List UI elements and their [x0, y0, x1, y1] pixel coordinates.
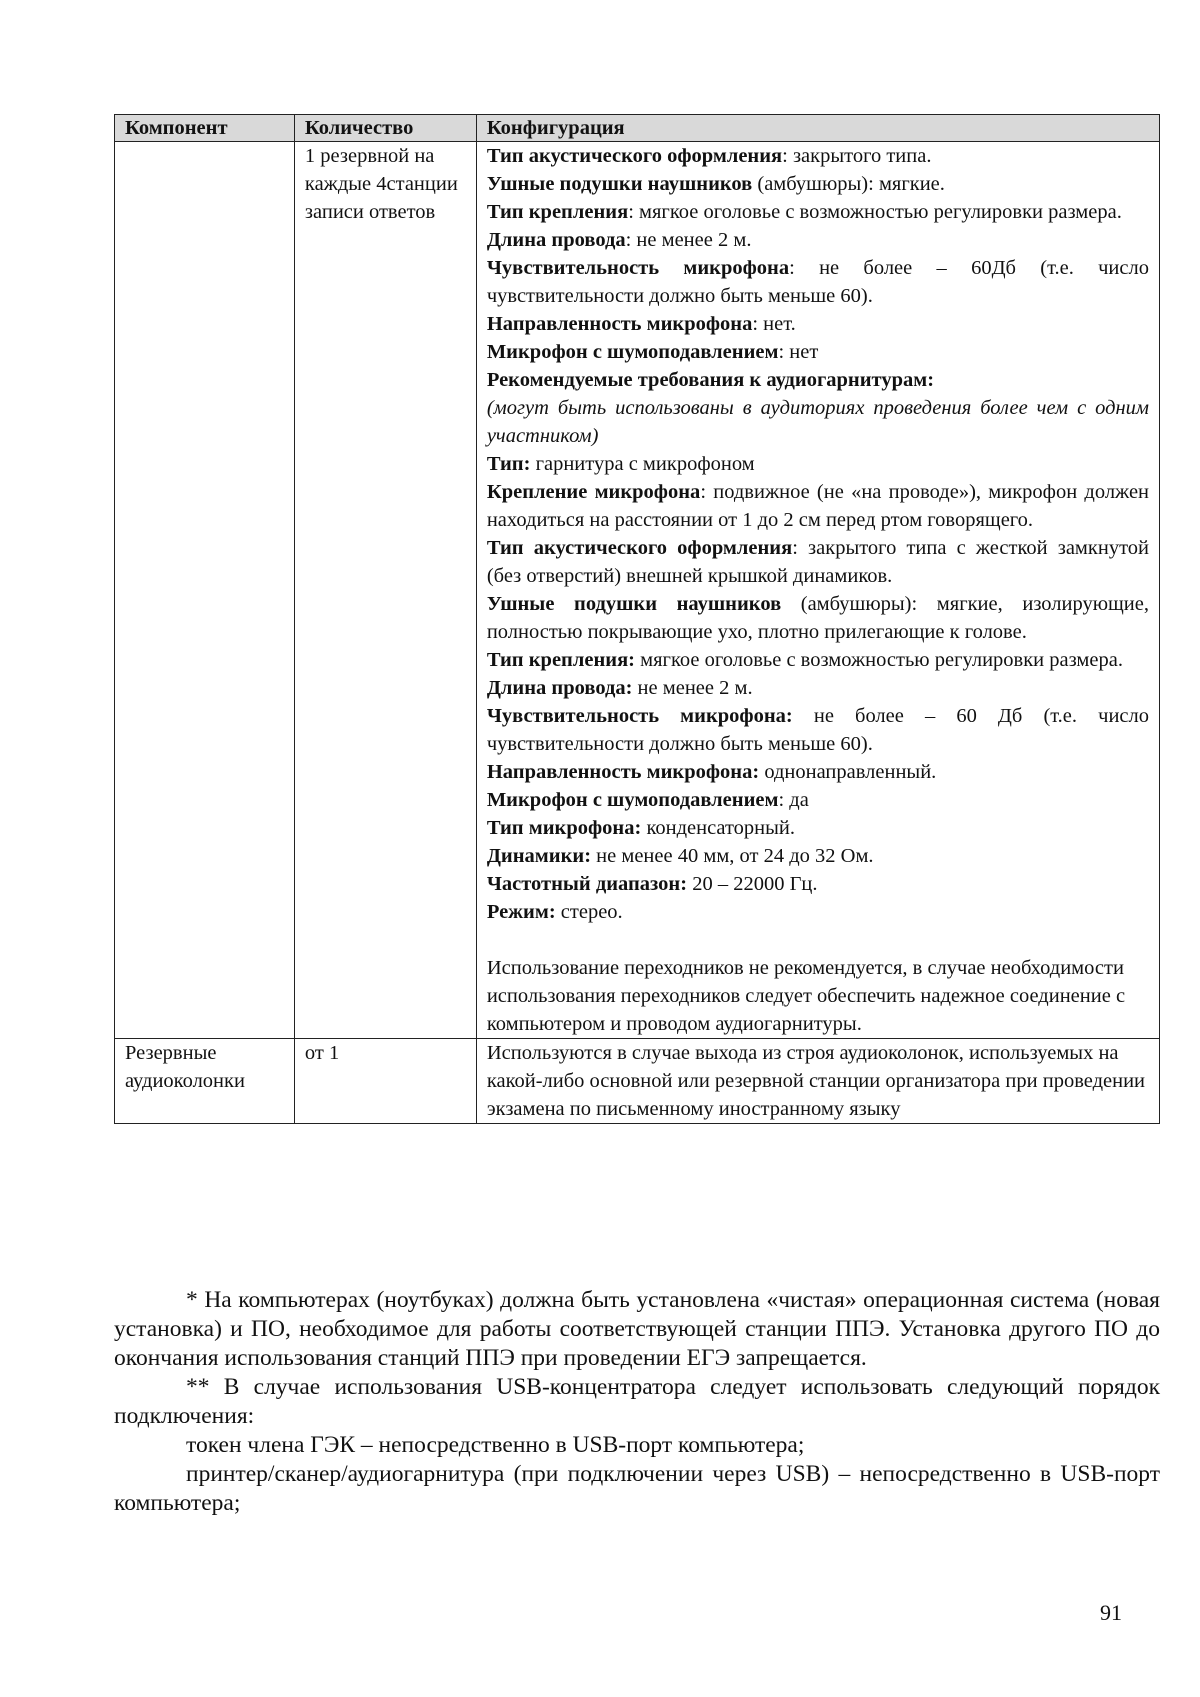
config-line: [487, 674, 1149, 702]
config-line: [487, 786, 1149, 814]
footnote-usb-hub: ** В случае использования USB-концентратора следует использовать следующий порядок подключения:: [114, 1374, 1160, 1429]
config-value: 20 – 22000 Гц.: [687, 873, 818, 895]
config-line: [487, 198, 1149, 226]
equipment-table: [114, 114, 1160, 1124]
config-value: : подвижное (не «на проводе»), микрофон должен находиться на расстоянии от 1 до 2 см перед ртом говорящего.: [486, 481, 1150, 531]
config-line: [487, 870, 1149, 898]
config-line: [487, 310, 1149, 338]
config-label: Микрофон с шумоподавлением: [486, 789, 779, 811]
config-value: гарнитура с микрофоном: [530, 453, 755, 475]
config-label: Тип крепления: [486, 201, 629, 223]
config-line: [487, 646, 1149, 674]
config-value: : закрытого типа.: [782, 145, 932, 167]
config-value: : нет: [778, 341, 819, 363]
config-line: [487, 394, 1149, 450]
config-value: не более – 60 Дб (т.е. число чувствительности должно быть меньше 60).: [486, 705, 1149, 755]
config-label: Чувствительность микрофона: [486, 257, 790, 279]
config-value: стерео.: [555, 901, 623, 923]
config-label: Длина провода: [486, 229, 626, 251]
config-label: Частотный диапазон:: [486, 873, 688, 895]
config-value: однонаправленный.: [759, 761, 937, 783]
config-value: : мягкое оголовье с возможностью регулировки размера.: [628, 201, 1122, 223]
config-label: Направленность микрофона:: [486, 761, 760, 783]
header-component: Компонент: [115, 115, 295, 142]
config-value: конденсаторный.: [641, 817, 796, 839]
config-value: (амбушюры): мягкие.: [752, 173, 945, 195]
config-label: Ушные подушки наушников: [486, 173, 753, 195]
table-row: [115, 142, 1160, 1039]
connection-item-peripherals: принтер/сканер/аудиогарнитура (при подключении через USB) – непосредственно в USB-порт компьютера;: [114, 1461, 1160, 1516]
header-quantity: Количество: [294, 115, 476, 142]
config-line: [487, 366, 1149, 394]
cell-quantity: от 1: [294, 1039, 476, 1124]
config-label: Тип микрофона:: [486, 817, 642, 839]
cell-configuration: Используются в случае выхода из строя аудиоколонок, используемых на какой-либо основной или резервной станции организатора при проведении экзамена по письменному иностранному языку: [476, 1039, 1159, 1124]
config-value: (амбушюры): мягкие, изолирующие, полностью покрывающие ухо, плотно прилегающие к голове.: [486, 593, 1149, 643]
connection-item-token: токен члена ГЭК – непосредственно в USB-порт компьютера;: [186, 1432, 805, 1458]
config-value: : закрытого типа с жесткой замкнутой (без отверстий) внешней крышкой динамиков.: [486, 537, 1149, 587]
config-label: Тип:: [486, 453, 531, 475]
config-value: : нет.: [752, 313, 796, 335]
config-line: [487, 702, 1149, 758]
config-label: Направленность микрофона: [486, 313, 753, 335]
config-line: [487, 226, 1149, 254]
cell-component: [115, 142, 295, 1039]
configuration-list: [487, 142, 1149, 926]
cell-component: Резервные аудиоколонки: [115, 1039, 295, 1124]
table-row: [115, 1039, 1160, 1124]
config-line: [487, 170, 1149, 198]
config-label: Динамики:: [486, 845, 592, 867]
config-label: Крепление микрофона: [486, 481, 701, 503]
config-line: [487, 842, 1149, 870]
config-label: Длина провода:: [486, 677, 633, 699]
footnote-clean-os: * На компьютерах (ноутбуках) должна быть установлена «чистая» операционная система (новая установка) и ПО, необходимое для работы соответствующей станции ППЭ. Установка другого ПО до окончания использования станций ППЭ при проведении ЕГЭ запрещается.: [114, 1287, 1160, 1371]
header-configuration: Конфигурация: [476, 115, 1159, 142]
config-line: [487, 898, 1149, 926]
config-line: [487, 142, 1149, 170]
config-note-italic: (могут быть использованы в аудиториях проведения более чем с одним участником): [486, 397, 1149, 447]
config-value: мягкое оголовье с возможностью регулировки размера.: [635, 649, 1123, 671]
footnotes: [114, 1286, 1160, 1518]
config-value: : не менее 2 м.: [625, 229, 752, 251]
config-value: : не более – 60Дб (т.е. число чувствительности должно быть меньше 60).: [486, 257, 1149, 307]
config-label: Рекомендуемые требования к аудиогарнитурам:: [486, 369, 935, 391]
config-label: Тип акустического оформления: [486, 537, 793, 559]
page-number: 91: [1100, 1600, 1122, 1625]
config-value: не менее 40 мм, от 24 до 32 Ом.: [591, 845, 874, 867]
table-header-row: [115, 115, 1160, 142]
config-value: : да: [778, 789, 809, 811]
config-label: Тип акустического оформления: [486, 145, 783, 167]
config-line: [487, 590, 1149, 646]
adapter-note: Использование переходников не рекомендуется, в случае необходимости использования переходников следует обеспечить надежное соединение с компьютером и проводом аудиогарнитуры.: [486, 957, 1126, 1035]
config-label: Тип крепления:: [486, 649, 636, 671]
cell-configuration: [476, 142, 1159, 1039]
config-label: Ушные подушки наушников: [486, 593, 782, 615]
config-label: Микрофон с шумоподавлением: [486, 341, 779, 363]
config-label: Чувствительность микрофона:: [486, 705, 793, 727]
config-line: [487, 254, 1149, 310]
config-label: Режим:: [486, 901, 556, 923]
config-line: [487, 478, 1149, 534]
config-line: [487, 534, 1149, 590]
config-line: [487, 758, 1149, 786]
config-line: [487, 814, 1149, 842]
cell-quantity: 1 резервной на каждые 4станции записи ответов: [294, 142, 476, 1039]
config-line: [487, 338, 1149, 366]
config-value: не менее 2 м.: [632, 677, 753, 699]
config-line: [487, 450, 1149, 478]
